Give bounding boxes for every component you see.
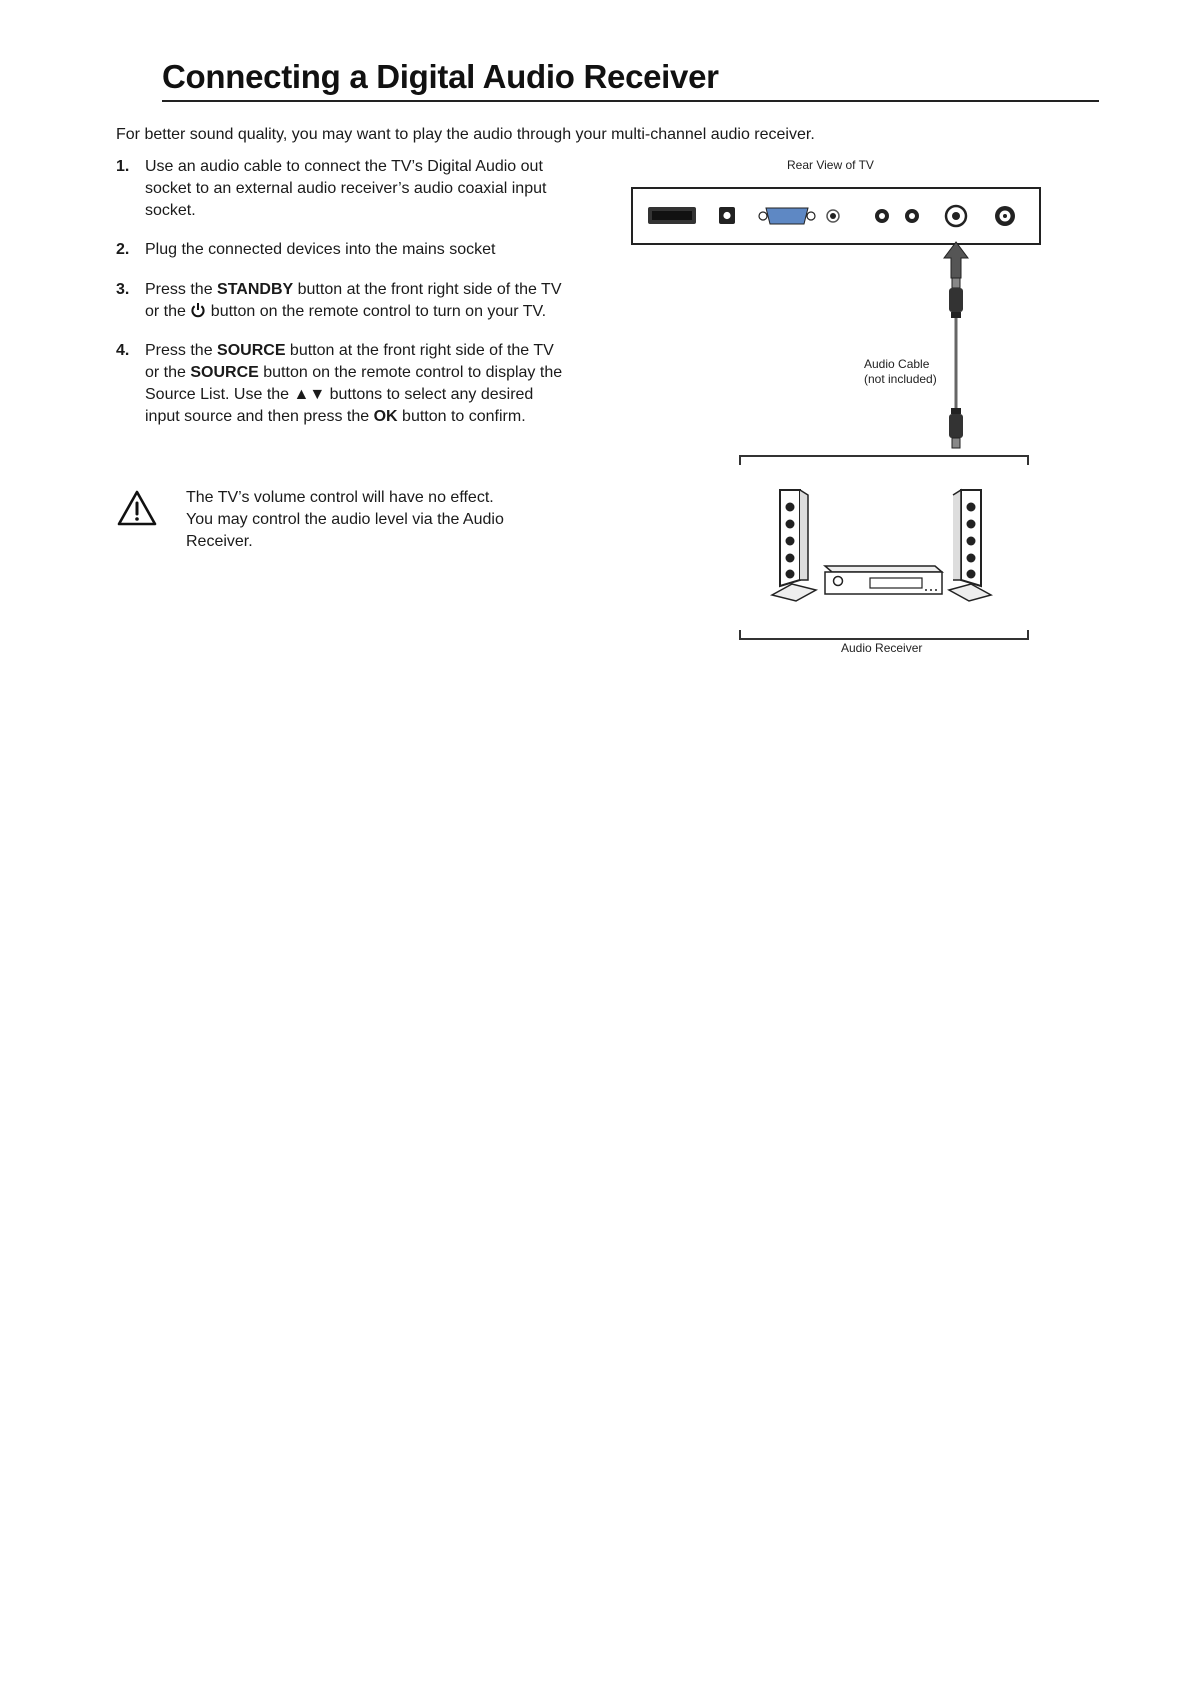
source-keyword: SOURCE xyxy=(190,364,259,381)
step-text: Press the SOURCE button at the front right side of the TV or the SOURCE button on the remote control to display the Source List. Use the ▲▼ buttons to select any desired input source and then press the OK button to confirm. xyxy=(145,342,563,425)
audio-cable-label: Audio Cable (not included) xyxy=(864,357,937,386)
step-number: 2. xyxy=(116,241,130,258)
step-1 xyxy=(116,156,566,222)
arrow-up-icon xyxy=(944,242,968,278)
page-title: Connecting a Digital Audio Receiver xyxy=(162,58,719,95)
connection-diagram-art xyxy=(620,150,1060,670)
step-text: Use an audio cable to connect the TV’s Digital Audio out socket to an external audio receiver’s audio coaxial input socket. xyxy=(145,158,547,219)
step-2 xyxy=(116,239,566,261)
up-down-arrows-icon: ▲▼ xyxy=(293,386,326,403)
warning-triangle-icon xyxy=(116,489,158,527)
step-number: 3. xyxy=(116,281,130,298)
right-speaker-icon xyxy=(949,490,991,601)
intro-text: For better sound quality, you may want to play the audio through your multi-channel audio receiver. xyxy=(116,126,815,143)
step-number: 4. xyxy=(116,342,130,359)
rear-view-label: Rear View of TV xyxy=(787,158,874,172)
power-icon xyxy=(190,302,206,318)
warning-text: The TV’s volume control will have no effect. You may control the audio level via the Audio Receiver. xyxy=(186,489,504,550)
rca-plug-icon xyxy=(949,288,963,312)
left-speaker-icon xyxy=(772,490,816,601)
source-keyword: SOURCE xyxy=(217,342,286,359)
standby-keyword: STANDBY xyxy=(217,281,294,298)
title-underline xyxy=(162,100,1099,102)
audio-receiver-icon xyxy=(825,566,942,594)
vga-port-icon xyxy=(766,208,808,224)
connection-diagram xyxy=(620,150,1060,670)
steps-list xyxy=(116,156,566,428)
audio-receiver-label: Audio Receiver xyxy=(841,641,923,655)
step-text: Plug the connected devices into the mains socket xyxy=(145,241,496,258)
ok-keyword: OK xyxy=(373,408,398,425)
step-3 xyxy=(116,279,566,323)
warning-note xyxy=(116,487,566,553)
step-number: 1. xyxy=(116,158,130,175)
step-4 xyxy=(116,340,566,428)
step-text: Press the STANDBY button at the front right side of the TV or the button on the remote control to turn on your TV. xyxy=(145,281,562,320)
rca-plug-icon xyxy=(949,414,963,438)
